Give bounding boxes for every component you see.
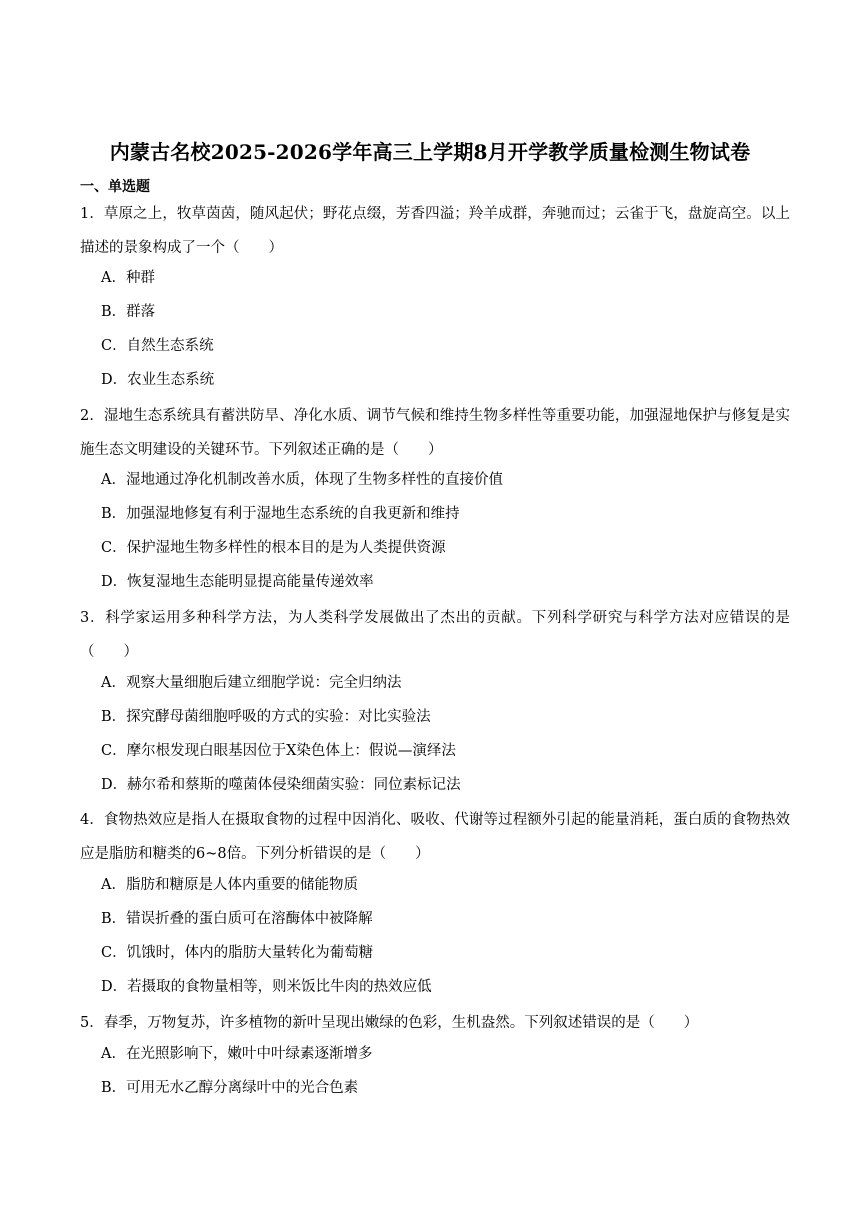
question-1-option-d: D．农业生态系统	[101, 372, 215, 388]
question-2-option-c: C．保护湿地生物多样性的根本目的是为人类提供资源	[101, 540, 446, 556]
question-4-option-b: B．错误折叠的蛋白质可在溶酶体中被降解	[101, 911, 373, 927]
exam-title: 内蒙古名校2025-2026学年高三上学期8月开学教学质量检测生物试卷	[109, 140, 751, 164]
question-3-option-d: D．赫尔希和蔡斯的噬菌体侵染细菌实验：同位素标记法	[101, 777, 461, 793]
question-4-option-a: A．脂肪和糖原是人体内重要的储能物质	[101, 877, 358, 893]
question-1-option-a: A．种群	[101, 270, 155, 286]
question-2-stem: 2．湿地生态系统具有蓄洪防旱、净化水质、调节气候和维持生物多样性等重要功能，加强湿地保护与修复是实施生态文明建设的关键环节。下列叙述正确的是（ ）	[80, 408, 790, 458]
question-3-option-c: C．摩尔根发现白眼基因位于X染色体上：假说—演绎法	[101, 743, 456, 759]
question-3-stem: 3．科学家运用多种科学方法，为人类科学发展做出了杰出的贡献。下列科学研究与科学方法对应错误的是（ ）	[80, 610, 790, 660]
question-4-stem: 4．食物热效应是指人在摄取食物的过程中因消化、吸收、代谢等过程额外引起的能量消耗，蛋白质的食物热效应是脂肪和糖类的6~8倍。下列分析错误的是（ ）	[80, 812, 790, 862]
question-4-option-d: D．若摄取的食物量相等，则米饭比牛肉的热效应低	[101, 979, 432, 995]
question-1-option-b: B．群落	[101, 304, 156, 320]
question-5-option-b: B．可用无水乙醇分离绿叶中的光合色素	[101, 1080, 359, 1096]
question-2-option-a: A．湿地通过净化机制改善水质，体现了生物多样性的直接价值	[101, 472, 503, 488]
question-3-option-b: B．探究酵母菌细胞呼吸的方式的实验：对比实验法	[101, 709, 431, 725]
section-heading: 一、单选题	[80, 179, 150, 195]
question-2-option-b: B．加强湿地修复有利于湿地生态系统的自我更新和维持	[101, 506, 460, 522]
question-1-stem: 1．草原之上，牧草茵茵，随风起伏；野花点缀，芳香四溢；羚羊成群，奔驰而过；云雀于飞，盘旋高空。以上描述的景象构成了一个（ ）	[80, 206, 790, 256]
question-2-option-d: D．恢复湿地生态能明显提高能量传递效率	[101, 574, 374, 590]
question-5-option-a: A．在光照影响下，嫩叶中叶绿素逐渐增多	[101, 1046, 373, 1062]
question-4-option-c: C．饥饿时，体内的脂肪大量转化为葡萄糖	[101, 945, 374, 961]
question-5-stem: 5．春季，万物复苏，许多植物的新叶呈现出嫩绿的色彩，生机盎然。下列叙述错误的是（ ）	[80, 1015, 699, 1031]
question-1-option-c: C．自然生态系统	[101, 338, 214, 354]
question-3-option-a: A．观察大量细胞后建立细胞学说：完全归纳法	[101, 675, 402, 691]
